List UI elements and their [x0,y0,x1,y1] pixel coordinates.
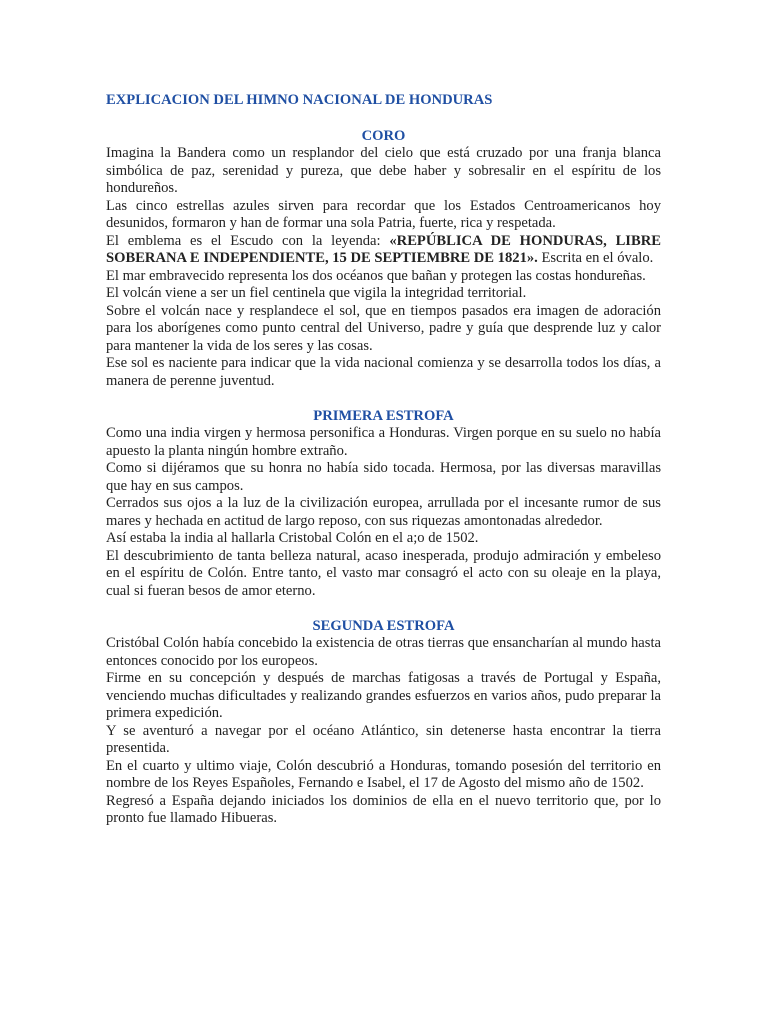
paragraph: Regresó a España dejando iniciados los dominios de ella en el nuevo territorio que, por lo pronto fue llamado Hibueras. [106,792,661,826]
paragraph: El mar embravecido representa los dos océanos que bañan y protegen las costas hondureñas. [106,267,646,284]
paragraph: Firme en su concepción y después de marchas fatigosas a través de Portugal y España, venciendo muchas dificultades y realizando grandes esfuerzos en varios años, pudo preparar la primera expedición. [106,670,661,721]
section-heading: CORO [361,127,406,144]
paragraph: Así estaba la india al hallarla Cristobal Colón en el a;o de 1502. [106,530,479,546]
document-title: EXPLICACION DEL HIMNO NACIONAL DE HONDURAS [106,92,493,108]
section-primera-estrofa [106,408,661,601]
paragraph: El volcán viene a ser un fiel centinela que vigila la integridad territorial. [106,285,527,301]
shield-legend: «REPÚBLICA DE HONDURAS, LIBRE SOBERANA E INDEPENDIENTE, 15 DE SEPTIEMBRE DE 1821». [106,232,661,266]
section-segunda-estrofa [106,618,661,828]
paragraph-emblem [106,233,661,268]
paragraph: En el cuarto y ultimo viaje, Colón descubrió a Honduras, tomando posesión del territorio en nombre de los Reyes Españoles, Fernando e Isabel, el 17 de Agosto del mismo año de 1502. [106,757,661,791]
document-page [106,92,661,845]
paragraph: Imagina la Bandera como un resplandor del cielo que está cruzado por una franja blanca simbólica de paz, serenidad y pureza, que debe haber y sobresalir en el espíritu de los hondureños. [106,145,661,196]
paragraph: Las cinco estrellas azules sirven para recordar que los Estados Centroamericanos hoy desunidos, formaron y han de formar una sola Patria, fuerte, rica y respetada. [106,197,661,231]
section-heading: SEGUNDA ESTROFA [312,617,455,634]
paragraph: Como si dijéramos que su honra no había sido tocada. Hermosa, por las diversas maravillas que hay en sus campos. [106,460,661,494]
paragraph: Y se aventuró a navegar por el océano Atlántico, sin detenerse hasta encontrar la tierra presentida. [106,722,661,756]
paragraph-text: El emblema es el Escudo con la leyenda: [106,232,390,249]
paragraph: Sobre el volcán nace y resplandece el sol, que en tiempos pasados era imagen de adoración para los aborígenes como punto central del Universo, padre y guía que desprende luz y calor para mantener la vida de los seres y las cosas. [106,302,661,354]
section-coro [106,128,661,391]
paragraph: Como una india virgen y hermosa personifica a Honduras. Virgen porque en su suelo no había apuesto la planta ningún hombre extraño. [106,425,661,459]
paragraph: Cristóbal Colón había concebido la existencia de otras tierras que ensancharían al mundo hasta entonces conocido por los europeos. [106,635,661,669]
paragraph: El descubrimiento de tanta belleza natural, acaso inesperada, produjo admiración y embeleso en el espíritu de Colón. Entre tanto, el vasto mar consagró el acto con su oleaje en la playa, cual si fueran besos de amor eterno. [106,547,661,599]
paragraph: Ese sol es naciente para indicar que la vida nacional comienza y se desarrolla todos los días, a manera de perenne juventud. [106,355,661,389]
paragraph-text: Escrita en el óvalo. [537,250,654,266]
paragraph: Cerrados sus ojos a la luz de la civilización europea, arrullada por el incesante rumor de sus mares y hechada en actitud de largo reposo, con sus riquezas amontonadas alrededor. [106,495,661,529]
section-heading: PRIMERA ESTROFA [313,407,454,424]
